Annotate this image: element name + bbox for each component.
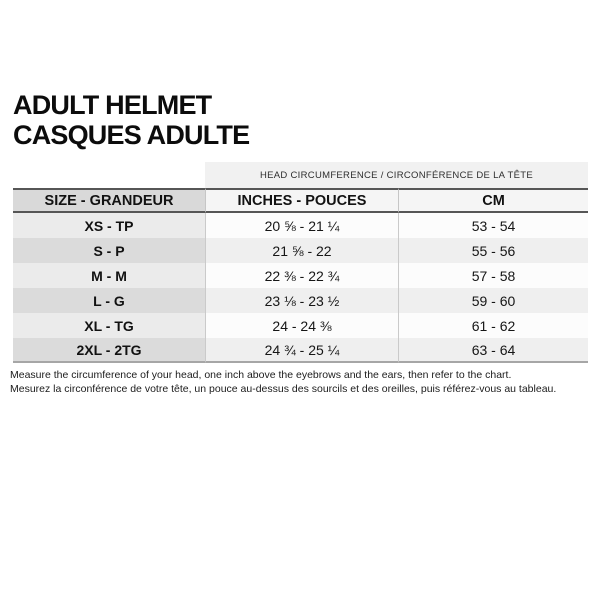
size-cell: XS - TP xyxy=(13,213,205,238)
head-circumference-group-header: HEAD CIRCUMFERENCE / CIRCONFÉRENCE DE LA TÊTE xyxy=(205,162,588,188)
size-cell: M - M xyxy=(13,263,205,288)
cm-cell: 53 - 54 xyxy=(398,213,588,238)
column-header-cm: CM xyxy=(398,188,588,213)
size-cell: XL - TG xyxy=(13,313,205,338)
cm-cell: 59 - 60 xyxy=(398,288,588,313)
page-title-line-en: ADULT HELMET xyxy=(13,90,212,120)
inches-cell: 22 ⅜ - 22 ¾ xyxy=(205,263,398,288)
group-header-spacer xyxy=(13,162,205,188)
size-cell: 2XL - 2TG xyxy=(13,338,205,363)
size-cell: L - G xyxy=(13,288,205,313)
inches-cell: 24 - 24 ⅜ xyxy=(205,313,398,338)
page-title xyxy=(13,90,249,150)
cm-cell: 61 - 62 xyxy=(398,313,588,338)
inches-cell: 24 ¾ - 25 ¼ xyxy=(205,338,398,363)
measuring-instructions-en: Measure the circumference of your head, one inch above the eyebrows and the ears, then refer to the chart. xyxy=(10,369,512,381)
size-cell: S - P xyxy=(13,238,205,263)
column-header-size: SIZE - GRANDEUR xyxy=(13,188,205,213)
page-title-line-fr: CASQUES ADULTE xyxy=(13,120,250,150)
inches-cell: 20 ⅝ - 21 ¼ xyxy=(205,213,398,238)
cm-cell: 63 - 64 xyxy=(398,338,588,363)
cm-cell: 55 - 56 xyxy=(398,238,588,263)
size-table xyxy=(13,162,588,363)
inches-cell: 21 ⅝ - 22 xyxy=(205,238,398,263)
measuring-instructions xyxy=(10,368,595,396)
cm-cell: 57 - 58 xyxy=(398,263,588,288)
column-header-inches: INCHES - POUCES xyxy=(205,188,398,213)
measuring-instructions-fr: Mesurez la circonférence de votre tête, un pouce au-dessus des sourcils et des oreilles, puis référez-vous au tableau. xyxy=(10,383,557,395)
inches-cell: 23 ⅛ - 23 ½ xyxy=(205,288,398,313)
